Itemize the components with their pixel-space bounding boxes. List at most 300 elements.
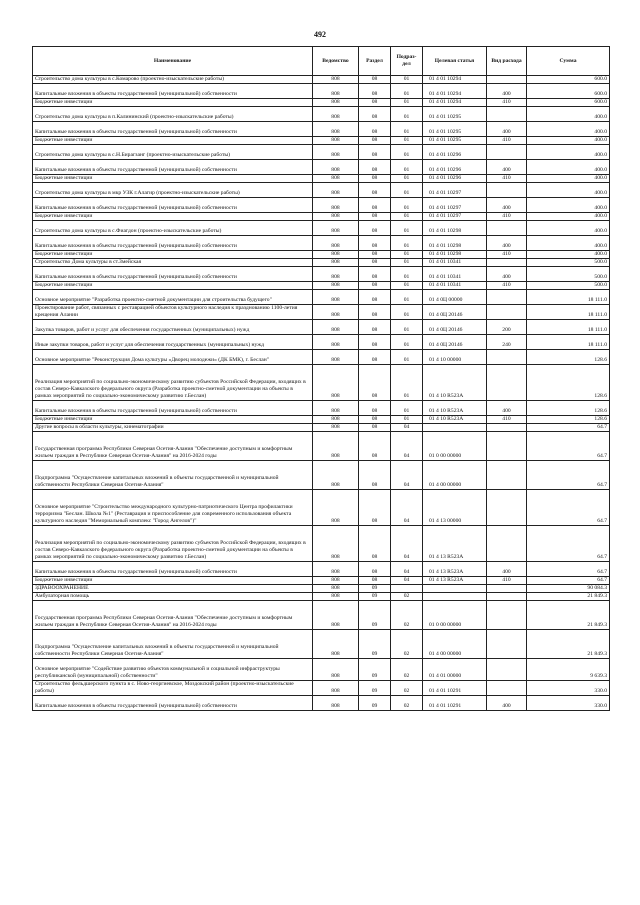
budget-table: [32, 46, 610, 711]
table-row: [33, 160, 610, 175]
cell-razdel: 08: [359, 198, 391, 213]
cell-vedomstvo: 808: [313, 585, 359, 593]
cell-summa: 18 111.0: [527, 320, 610, 335]
cell-razdel: 09: [359, 630, 391, 659]
cell-podrazdel: 04: [391, 577, 423, 585]
table-row: [33, 365, 610, 401]
cell-vid: [487, 526, 527, 562]
cell-summa: 128.6: [527, 350, 610, 365]
cell-target: 01 4 01 10297: [423, 213, 487, 221]
cell-vedomstvo: 808: [313, 282, 359, 290]
cell-summa: 500.0: [527, 259, 610, 267]
table-body: [33, 76, 610, 711]
cell-razdel: 08: [359, 577, 391, 585]
cell-summa: 64.7: [527, 562, 610, 577]
cell-razdel: 08: [359, 221, 391, 236]
cell-name: Капитальные вложения в объекты государственной (муниципальной) собственности: [33, 122, 313, 137]
cell-vedomstvo: 808: [313, 267, 359, 282]
cell-podrazdel: 01: [391, 122, 423, 137]
col-header-vid: Вид расхода: [487, 47, 527, 76]
col-header-podrazdel: Подраз-дел: [391, 47, 423, 76]
cell-target: 01 4 01 10298: [423, 236, 487, 251]
table-row: [33, 236, 610, 251]
cell-vid: 400: [487, 160, 527, 175]
cell-target: 01 4 01 10297: [423, 198, 487, 213]
cell-vedomstvo: 808: [313, 424, 359, 432]
cell-vedomstvo: 808: [313, 593, 359, 601]
cell-name: Основное мероприятие "Содействие развитию объектов коммунальной и социальной инфраструктуры республиканской (муниципальной) собственности": [33, 659, 313, 681]
cell-summa: 21 849.3: [527, 601, 610, 630]
cell-summa: 400.0: [527, 251, 610, 259]
cell-podrazdel: 01: [391, 416, 423, 424]
cell-razdel: 09: [359, 696, 391, 711]
cell-summa: 400.0: [527, 236, 610, 251]
cell-target: 01 4 01 10297: [423, 183, 487, 198]
cell-vedomstvo: 808: [313, 696, 359, 711]
cell-podrazdel: 02: [391, 696, 423, 711]
cell-target: 01 4 01 10295: [423, 107, 487, 122]
cell-vid: [487, 432, 527, 461]
cell-vedomstvo: 808: [313, 183, 359, 198]
cell-razdel: 08: [359, 526, 391, 562]
cell-name: Бюджетные инвестиции: [33, 251, 313, 259]
cell-vid: [487, 350, 527, 365]
cell-summa: 600.0: [527, 76, 610, 84]
cell-razdel: 08: [359, 424, 391, 432]
table-row: [33, 424, 610, 432]
cell-vid: 400: [487, 696, 527, 711]
cell-name: Бюджетные инвестиции: [33, 175, 313, 183]
cell-vid: 400: [487, 236, 527, 251]
cell-name: Капитальные вложения в объекты государственной (муниципальной) собственности: [33, 562, 313, 577]
cell-target: 01 4 10 00000: [423, 350, 487, 365]
cell-vedomstvo: 808: [313, 259, 359, 267]
cell-name: Основное мероприятие "Разработка проектно-сметной документации для строительства будущего": [33, 290, 313, 305]
cell-vid: [487, 145, 527, 160]
cell-name: Капитальные вложения в объекты государственной (муниципальной) собственности: [33, 84, 313, 99]
page-number: 492: [314, 30, 326, 39]
cell-name: Бюджетные инвестиции: [33, 137, 313, 145]
col-header-summa: Сумма: [527, 47, 610, 76]
cell-name: Основное мероприятие "Строительство международного культурно-патриотического Центра профилактики терроризма "Беслан. Школа №1" (Реставрация и приспособление для современного использования объекта культурного наследия "Мемориальный комплекс "Город Ангелов")": [33, 490, 313, 526]
cell-summa: 9 639.3: [527, 659, 610, 681]
table-row: [33, 305, 610, 320]
col-header-target: Целевая статья: [423, 47, 487, 76]
cell-podrazdel: 02: [391, 681, 423, 696]
cell-name: Бюджетные инвестиции: [33, 577, 313, 585]
cell-vid: 410: [487, 99, 527, 107]
cell-vedomstvo: 808: [313, 290, 359, 305]
table-row: [33, 320, 610, 335]
cell-vedomstvo: 808: [313, 681, 359, 696]
cell-name: Строительство дома культуры в п.Калининский (проектно-изыскательские работы): [33, 107, 313, 122]
cell-vid: 400: [487, 84, 527, 99]
cell-podrazdel: [391, 585, 423, 593]
cell-podrazdel: 01: [391, 175, 423, 183]
cell-target: 01 4 10 R523A: [423, 365, 487, 401]
cell-vedomstvo: 808: [313, 107, 359, 122]
table-row: [33, 84, 610, 99]
cell-target: 01 4 13 00000: [423, 490, 487, 526]
cell-summa: 600.0: [527, 99, 610, 107]
cell-summa: 18 111.0: [527, 290, 610, 305]
cell-name: Подпрограмма "Осуществление капитальных вложений в объекты государственной и муниципальной собственности Республики Северная Осетия-Алания": [33, 461, 313, 490]
cell-vid: 400: [487, 122, 527, 137]
cell-vedomstvo: 808: [313, 335, 359, 350]
cell-razdel: 08: [359, 282, 391, 290]
cell-vid: 240: [487, 335, 527, 350]
cell-podrazdel: 04: [391, 424, 423, 432]
cell-podrazdel: 01: [391, 350, 423, 365]
cell-vedomstvo: 808: [313, 221, 359, 236]
cell-vedomstvo: 808: [313, 365, 359, 401]
cell-razdel: 08: [359, 320, 391, 335]
cell-summa: 400.0: [527, 107, 610, 122]
cell-vid: [487, 681, 527, 696]
cell-target: 01 4 01 10296: [423, 160, 487, 175]
table-row: [33, 526, 610, 562]
cell-razdel: 09: [359, 681, 391, 696]
cell-summa: 400.0: [527, 221, 610, 236]
cell-vid: 410: [487, 213, 527, 221]
cell-vid: [487, 365, 527, 401]
cell-summa: 64.7: [527, 424, 610, 432]
cell-name: Строительство дома культуры в с.Фиагдон (проектно-изыскательские работы): [33, 221, 313, 236]
cell-vedomstvo: 808: [313, 416, 359, 424]
table-row: [33, 290, 610, 305]
cell-target: 01 4 01 10296: [423, 175, 487, 183]
cell-target: 01 4 0Ц 20146: [423, 335, 487, 350]
cell-vedomstvo: 808: [313, 236, 359, 251]
cell-summa: 128.6: [527, 401, 610, 416]
cell-summa: 64.7: [527, 490, 610, 526]
cell-summa: 400.0: [527, 175, 610, 183]
cell-target: 01 4 01 10294: [423, 76, 487, 84]
cell-podrazdel: 02: [391, 593, 423, 601]
cell-target: 01 0 00 00000: [423, 601, 487, 630]
table-row: [33, 107, 610, 122]
cell-name: Строительство дома культуры в с.Н.Бирагзанг (проектно-изыскательские работы): [33, 145, 313, 160]
cell-name: Строительство дома культуры в мкр УЗК г.Алагир (проектно-изыскательские работы): [33, 183, 313, 198]
cell-summa: 600.0: [527, 84, 610, 99]
cell-summa: 64.7: [527, 577, 610, 585]
table-row: [33, 76, 610, 84]
cell-vedomstvo: 808: [313, 526, 359, 562]
table-row: [33, 213, 610, 221]
cell-vid: [487, 259, 527, 267]
cell-name: Строительство Дома культуры в ст.Змейская: [33, 259, 313, 267]
cell-vid: [487, 221, 527, 236]
cell-podrazdel: 01: [391, 236, 423, 251]
cell-name: Капитальные вложения в объекты государственной (муниципальной) собственности: [33, 267, 313, 282]
cell-razdel: 08: [359, 183, 391, 198]
cell-name: Строительство фельдшерского пункта в с. Ново-георгиевское, Моздокский район (проектно-изыскательские работы): [33, 681, 313, 696]
cell-vedomstvo: 808: [313, 577, 359, 585]
cell-target: 01 4 01 10296: [423, 145, 487, 160]
cell-podrazdel: 01: [391, 290, 423, 305]
cell-podrazdel: 01: [391, 305, 423, 320]
cell-razdel: 08: [359, 267, 391, 282]
cell-vid: [487, 290, 527, 305]
cell-vid: [487, 305, 527, 320]
cell-razdel: 08: [359, 160, 391, 175]
cell-vedomstvo: 808: [313, 320, 359, 335]
cell-target: 01 4 01 10341: [423, 259, 487, 267]
cell-vedomstvo: 808: [313, 137, 359, 145]
cell-target: 01 4 01 10291: [423, 696, 487, 711]
cell-target: 01 4 01 10291: [423, 681, 487, 696]
cell-vedomstvo: 808: [313, 562, 359, 577]
cell-target: 01 4 13 R523A: [423, 526, 487, 562]
cell-summa: 500.0: [527, 282, 610, 290]
cell-razdel: 08: [359, 99, 391, 107]
cell-podrazdel: 01: [391, 107, 423, 122]
cell-summa: 400.0: [527, 145, 610, 160]
cell-target: 01 4 00 00000: [423, 630, 487, 659]
cell-podrazdel: 01: [391, 365, 423, 401]
cell-podrazdel: 01: [391, 320, 423, 335]
cell-vid: [487, 601, 527, 630]
cell-summa: 500.0: [527, 267, 610, 282]
cell-razdel: 08: [359, 305, 391, 320]
cell-razdel: 08: [359, 122, 391, 137]
cell-name: Закупка товаров, работ и услуг для обеспечения государственных (муниципальных) нужд: [33, 320, 313, 335]
cell-target: 01 4 01 10294: [423, 84, 487, 99]
cell-podrazdel: 01: [391, 198, 423, 213]
table-row: [33, 630, 610, 659]
cell-vid: [487, 585, 527, 593]
cell-target: 01 4 01 10298: [423, 251, 487, 259]
cell-podrazdel: 01: [391, 99, 423, 107]
cell-summa: 400.0: [527, 160, 610, 175]
cell-summa: 90 084.3: [527, 585, 610, 593]
table-row: [33, 601, 610, 630]
cell-target: 01 4 01 10295: [423, 122, 487, 137]
cell-vid: 410: [487, 251, 527, 259]
cell-razdel: 08: [359, 401, 391, 416]
cell-summa: 400.0: [527, 198, 610, 213]
cell-target: 01 4 13 R523A: [423, 577, 487, 585]
cell-summa: 330.0: [527, 681, 610, 696]
cell-podrazdel: 01: [391, 335, 423, 350]
cell-podrazdel: 01: [391, 137, 423, 145]
cell-target: 01 4 00 00000: [423, 461, 487, 490]
table-row: [33, 137, 610, 145]
table-row: [33, 659, 610, 681]
cell-razdel: 08: [359, 84, 391, 99]
cell-target: [423, 593, 487, 601]
cell-summa: 128.6: [527, 365, 610, 401]
cell-podrazdel: 01: [391, 251, 423, 259]
cell-razdel: 08: [359, 490, 391, 526]
cell-razdel: 08: [359, 562, 391, 577]
cell-summa: 64.7: [527, 432, 610, 461]
cell-podrazdel: 02: [391, 659, 423, 681]
cell-vedomstvo: 808: [313, 122, 359, 137]
cell-summa: 400.0: [527, 183, 610, 198]
cell-target: 01 4 0Ц 20146: [423, 305, 487, 320]
cell-podrazdel: 04: [391, 562, 423, 577]
cell-vid: 410: [487, 416, 527, 424]
table-row: [33, 198, 610, 213]
cell-vid: 400: [487, 267, 527, 282]
table-row: [33, 432, 610, 461]
cell-podrazdel: 02: [391, 601, 423, 630]
cell-podrazdel: 01: [391, 221, 423, 236]
cell-vid: 410: [487, 282, 527, 290]
cell-vedomstvo: 808: [313, 251, 359, 259]
cell-name: Реализация мероприятий по социально-экономическому развитию субъектов Российской Федерации, входящих в состав Северо-Кавказского федерального округа (Разработка проектно-сметной документации на объекты в рамках мероприятий по социально-экономическому развитию г.Беслан): [33, 365, 313, 401]
cell-razdel: 08: [359, 145, 391, 160]
cell-razdel: 09: [359, 659, 391, 681]
cell-summa: 21 849.3: [527, 593, 610, 601]
table-row: [33, 593, 610, 601]
cell-razdel: 08: [359, 416, 391, 424]
cell-vedomstvo: 808: [313, 145, 359, 160]
cell-vid: [487, 76, 527, 84]
cell-summa: 400.0: [527, 213, 610, 221]
cell-podrazdel: 01: [391, 267, 423, 282]
cell-name: Государственная программа Республики Северная Осетия-Алания "Обеспечение доступным и комфортным жильем граждан в Республике Северная Осетия-Алания" на 2016-2024 годы: [33, 432, 313, 461]
cell-vid: [487, 659, 527, 681]
cell-podrazdel: 04: [391, 461, 423, 490]
cell-podrazdel: 01: [391, 84, 423, 99]
cell-vedomstvo: 808: [313, 490, 359, 526]
cell-name: Другие вопросы в области культуры, кинематографии: [33, 424, 313, 432]
cell-target: 01 4 10 R523A: [423, 401, 487, 416]
cell-vid: 410: [487, 137, 527, 145]
cell-target: 01 4 01 10341: [423, 267, 487, 282]
table-row: [33, 461, 610, 490]
cell-name: Капитальные вложения в объекты государственной (муниципальной) собственности: [33, 696, 313, 711]
table-row: [33, 183, 610, 198]
cell-vedomstvo: 808: [313, 213, 359, 221]
table-row: [33, 145, 610, 160]
cell-podrazdel: 04: [391, 490, 423, 526]
cell-vedomstvo: 808: [313, 84, 359, 99]
cell-podrazdel: 01: [391, 76, 423, 84]
cell-podrazdel: 01: [391, 145, 423, 160]
table-row: [33, 267, 610, 282]
cell-vedomstvo: 808: [313, 305, 359, 320]
cell-razdel: 08: [359, 461, 391, 490]
col-header-vedomstvo: Ведомство: [313, 47, 359, 76]
cell-razdel: 08: [359, 335, 391, 350]
table-row: [33, 696, 610, 711]
cell-vedomstvo: 808: [313, 99, 359, 107]
cell-name: Капитальные вложения в объекты государственной (муниципальной) собственности: [33, 401, 313, 416]
table-row: [33, 585, 610, 593]
table-row: [33, 282, 610, 290]
cell-podrazdel: 04: [391, 432, 423, 461]
cell-summa: 18 111.0: [527, 305, 610, 320]
cell-podrazdel: 01: [391, 160, 423, 175]
cell-razdel: 08: [359, 175, 391, 183]
cell-name: Подпрограмма "Осуществление капитальных вложений в объекты государственной и муниципальной собственности Республики Северная Осетия-Алания": [33, 630, 313, 659]
cell-razdel: 08: [359, 107, 391, 122]
cell-vedomstvo: 808: [313, 601, 359, 630]
cell-razdel: 08: [359, 236, 391, 251]
cell-name: Капитальные вложения в объекты государственной (муниципальной) собственности: [33, 160, 313, 175]
cell-vedomstvo: 808: [313, 659, 359, 681]
cell-name: Государственная программа Республики Северная Осетия-Алания "Обеспечение доступным и комфортным жильем граждан в Республике Северная Осетия-Алания" на 2016-2024 годы: [33, 601, 313, 630]
table-row: [33, 681, 610, 696]
cell-vid: 400: [487, 401, 527, 416]
cell-vedomstvo: 808: [313, 401, 359, 416]
cell-razdel: 08: [359, 213, 391, 221]
cell-razdel: 08: [359, 259, 391, 267]
cell-target: 01 4 01 10295: [423, 137, 487, 145]
cell-vid: 200: [487, 320, 527, 335]
cell-podrazdel: 01: [391, 213, 423, 221]
table-row: [33, 416, 610, 424]
cell-vid: [487, 630, 527, 659]
cell-vid: [487, 183, 527, 198]
cell-razdel: 09: [359, 601, 391, 630]
cell-razdel: 08: [359, 137, 391, 145]
cell-name: Амбулаторная помощь: [33, 593, 313, 601]
cell-vedomstvo: 808: [313, 432, 359, 461]
cell-name: Бюджетные инвестиции: [33, 213, 313, 221]
cell-vid: [487, 107, 527, 122]
cell-target: [423, 585, 487, 593]
cell-razdel: 08: [359, 76, 391, 84]
cell-vedomstvo: 808: [313, 630, 359, 659]
table-row: [33, 99, 610, 107]
cell-razdel: 08: [359, 350, 391, 365]
table-row: [33, 335, 610, 350]
cell-vid: 410: [487, 577, 527, 585]
cell-target: 01 4 01 00000: [423, 659, 487, 681]
cell-vedomstvo: 808: [313, 76, 359, 84]
cell-razdel: 09: [359, 593, 391, 601]
cell-vedomstvo: 808: [313, 160, 359, 175]
cell-razdel: 08: [359, 251, 391, 259]
cell-name: Проектирование работ, связанных с реставрацией объектов культурного наследия к празднованию 1100-летия крещения Алании: [33, 305, 313, 320]
cell-name: Иные закупки товаров, работ и услуг для обеспечения государственных (муниципальных) нужд: [33, 335, 313, 350]
table-row: [33, 259, 610, 267]
cell-name: Бюджетные инвестиции: [33, 416, 313, 424]
cell-vedomstvo: 808: [313, 350, 359, 365]
cell-razdel: 08: [359, 432, 391, 461]
table-header: [33, 47, 610, 76]
cell-target: 01 4 10 R523A: [423, 416, 487, 424]
cell-vedomstvo: 808: [313, 198, 359, 213]
col-header-name: Наименование: [33, 47, 313, 76]
cell-summa: 400.0: [527, 137, 610, 145]
table-row: [33, 122, 610, 137]
col-header-razdel: Раздел: [359, 47, 391, 76]
cell-summa: 400.0: [527, 122, 610, 137]
cell-razdel: 09: [359, 585, 391, 593]
cell-target: 01 4 0Ц 20146: [423, 320, 487, 335]
cell-podrazdel: 01: [391, 259, 423, 267]
cell-name: Капитальные вложения в объекты государственной (муниципальной) собственности: [33, 198, 313, 213]
cell-vedomstvo: 808: [313, 461, 359, 490]
cell-target: [423, 424, 487, 432]
table-row: [33, 175, 610, 183]
cell-name: Реализация мероприятий по социально-экономическому развитию субъектов Российской Федерации, входящих в состав Северо-Кавказского федерального округа (Разработка проектно-сметной документации на объекты в рамках мероприятий по социально-экономическому развитию г.Беслан): [33, 526, 313, 562]
cell-target: 01 4 13 R523A: [423, 562, 487, 577]
cell-vid: [487, 593, 527, 601]
cell-name: Капитальные вложения в объекты государственной (муниципальной) собственности: [33, 236, 313, 251]
cell-target: 01 0 00 00000: [423, 432, 487, 461]
cell-vedomstvo: 808: [313, 175, 359, 183]
cell-podrazdel: 01: [391, 282, 423, 290]
cell-summa: 330.0: [527, 696, 610, 711]
cell-summa: 64.7: [527, 461, 610, 490]
cell-target: 01 4 01 10341: [423, 282, 487, 290]
